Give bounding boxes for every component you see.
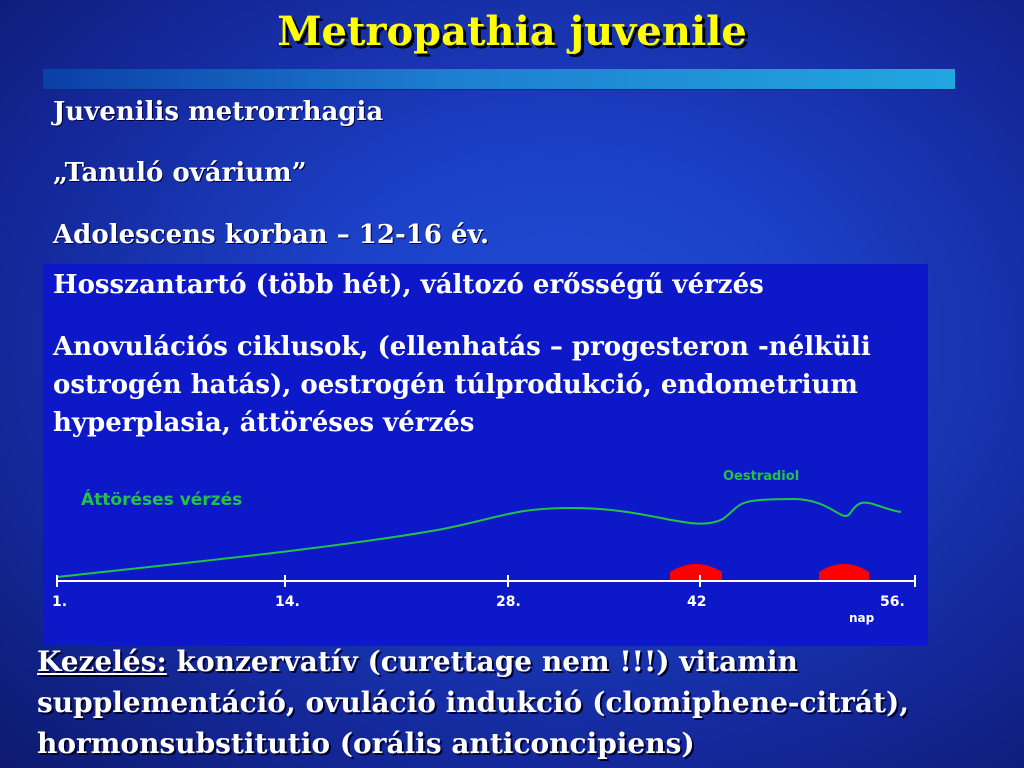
content-panel [43, 264, 928, 646]
panel-bullet-hosszantarto: Hosszantartó (több hét), változó erősségű vérzés [53, 270, 764, 300]
treatment-text: konzervatív (curettage nem !!!) vitamin supplementáció, ovuláció indukció (clomiphene-citrát), hormonsubstitutio (orális anticoncipiens) [37, 645, 909, 760]
bleeding-marker-1 [670, 564, 722, 582]
bleeding-marker-2 [819, 564, 869, 582]
oestradiol-diagram [43, 264, 928, 646]
bullet-juvenilis: Juvenilis metrorrhagia [53, 97, 384, 127]
treatment-label: Kezelés: [37, 645, 167, 678]
oestradiol-label: Oestradiol [723, 469, 800, 484]
title-divider-bar [43, 69, 955, 90]
tick-label-14: 14. [275, 594, 300, 610]
tick-label-56: 56. [880, 594, 905, 610]
bullet-adolescens: Adolescens korban – 12-16 év. [53, 220, 490, 250]
tick-label-1: 1. [52, 594, 68, 610]
tick-label-42: 42 [687, 594, 707, 610]
treatment-paragraph [37, 641, 997, 764]
bullet-tanulo-ovarium: „Tanuló ovárium” [53, 158, 307, 188]
slide-title: Metropathia juvenile [277, 8, 747, 55]
attoreses-verzes-label: Áttöréses vérzés [81, 490, 243, 510]
panel-bullet-anovulacios: Anovulációs ciklusok, (ellenhatás – progesteron -nélküli ostrogén hatás), oestrogén túlprodukció, endometrium hyperplasia, áttöréses vérzés [53, 332, 871, 438]
axis-unit-nap: nap [849, 611, 875, 625]
oestradiol-curve [57, 499, 901, 577]
tick-label-28: 28. [496, 594, 521, 610]
